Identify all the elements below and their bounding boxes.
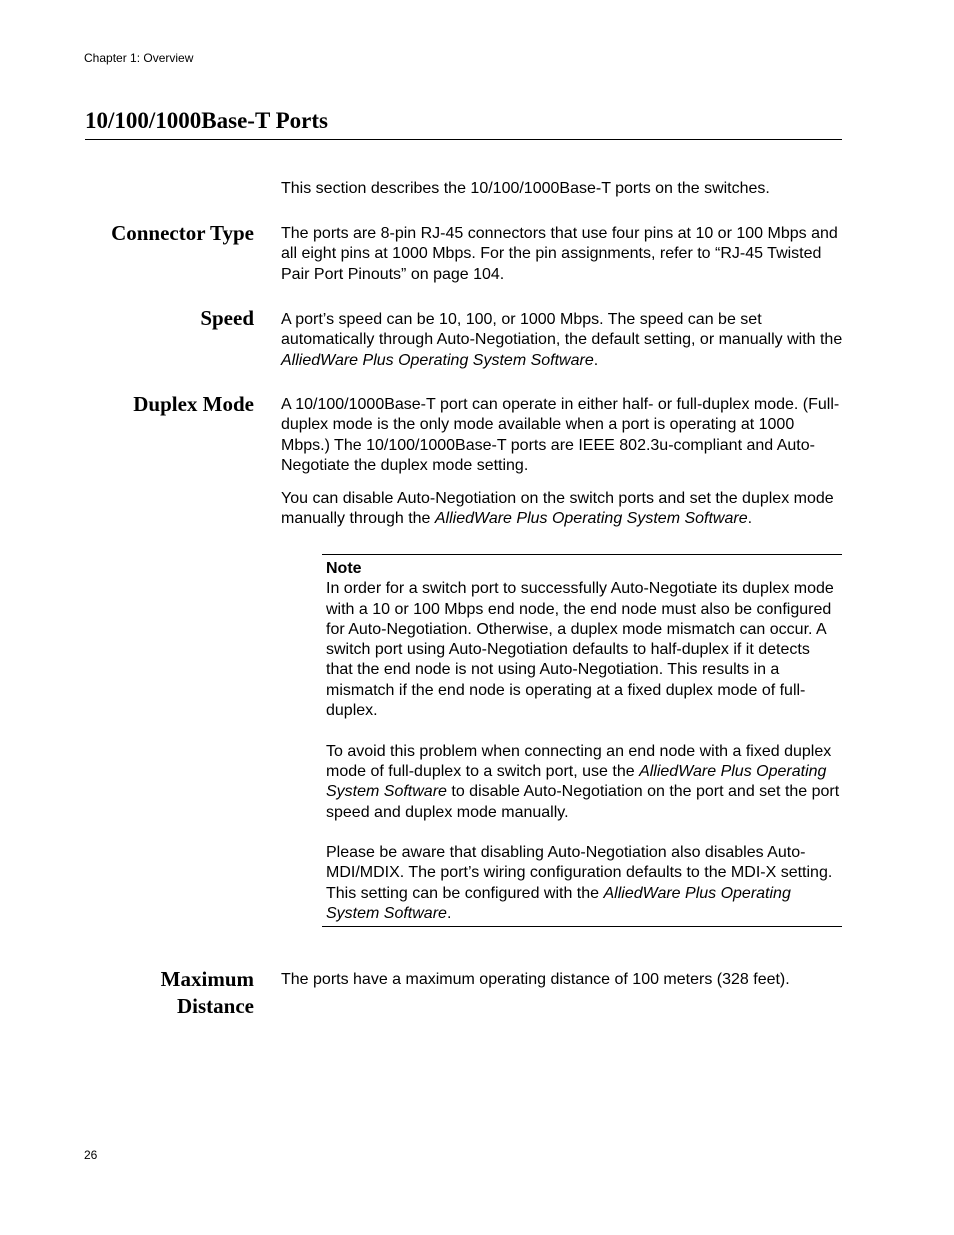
note-paragraph-2: To avoid this problem when connecting an end node with a fixed duplex mode of full-duplex to a switch port, use the AlliedWare Plus Operating System Software to disable Auto-Negotiation on the port and set the port speed and duplex mode manually. [326, 742, 840, 821]
title-rule [85, 139, 842, 140]
connector-type-heading: Connector Type [111, 221, 254, 245]
product-name: AlliedWare Plus Operating System Software [281, 351, 594, 369]
intro-paragraph: This section describes the 10/100/1000Base-T ports on the switches. [281, 180, 770, 197]
product-name: AlliedWare Plus Operating System Software [434, 510, 748, 528]
note-paragraph-3: Please be aware that disabling Auto-Negotiation also disables Auto-MDI/MDIX. The port’s wiring configuration defaults to the MDI-X setting. This setting can be configured with the AlliedWare Plus Operating System Software. [326, 844, 833, 923]
duplex-mode-heading: Duplex Mode [133, 392, 254, 416]
distance-paragraph: The ports have a maximum operating distance of 100 meters (328 feet). [281, 971, 790, 988]
note-title: Note [326, 560, 362, 577]
page-number: 26 [84, 1148, 98, 1162]
product-name: AlliedWare Plus Operating System Software [326, 762, 827, 801]
note-box [322, 554, 842, 927]
page-title: 10/100/1000Base-T Ports [85, 108, 328, 133]
speed-heading: Speed [200, 306, 254, 330]
speed-paragraph: A port’s speed can be 10, 100, or 1000 Mbps. The speed can be set automatically through Auto-Negotiation, the default setting, or manually with the AlliedWare Plus Operating System Software. [281, 311, 843, 369]
duplex-paragraph-2: You can disable Auto-Negotiation on the switch ports and set the duplex mode manually through the AlliedWare Plus Operating System Software. [281, 490, 834, 528]
running-header: Chapter 1: Overview [84, 51, 194, 65]
maximum-distance-heading: Maximum Distance [160, 967, 254, 1018]
product-name: AlliedWare Plus Operating System Software [326, 884, 791, 923]
connector-type-paragraph: The ports are 8-pin RJ-45 connectors that use four pins at 10 or 100 Mbps and all eight pins at 1000 Mbps. For the pin assignments, refer to “RJ-45 Twisted Pair Port Pinouts” on page 104. [281, 225, 838, 283]
note-paragraph-1: In order for a switch port to successfully Auto-Negotiate its duplex mode with a 10 or 100 Mbps end node, the end node must also be configured for Auto-Negotiation. Otherwise, a duplex mode mismatch can occur. A switch port using Auto-Negotiation defaults to half-duplex if it detects that the end node is not using Auto-Negotiation. This results in a mismatch if the end node is operating at a fixed duplex mode of full-duplex. [326, 580, 834, 720]
duplex-paragraph-1: A 10/100/1000Base-T port can operate in either half- or full-duplex mode. (Full-duplex mode is the only mode available when a port is operating at 1000 Mbps.) The 10/100/1000Base-T ports are IEEE 802.3u-compliant and Auto-Negotiate the duplex mode setting. [281, 396, 840, 474]
